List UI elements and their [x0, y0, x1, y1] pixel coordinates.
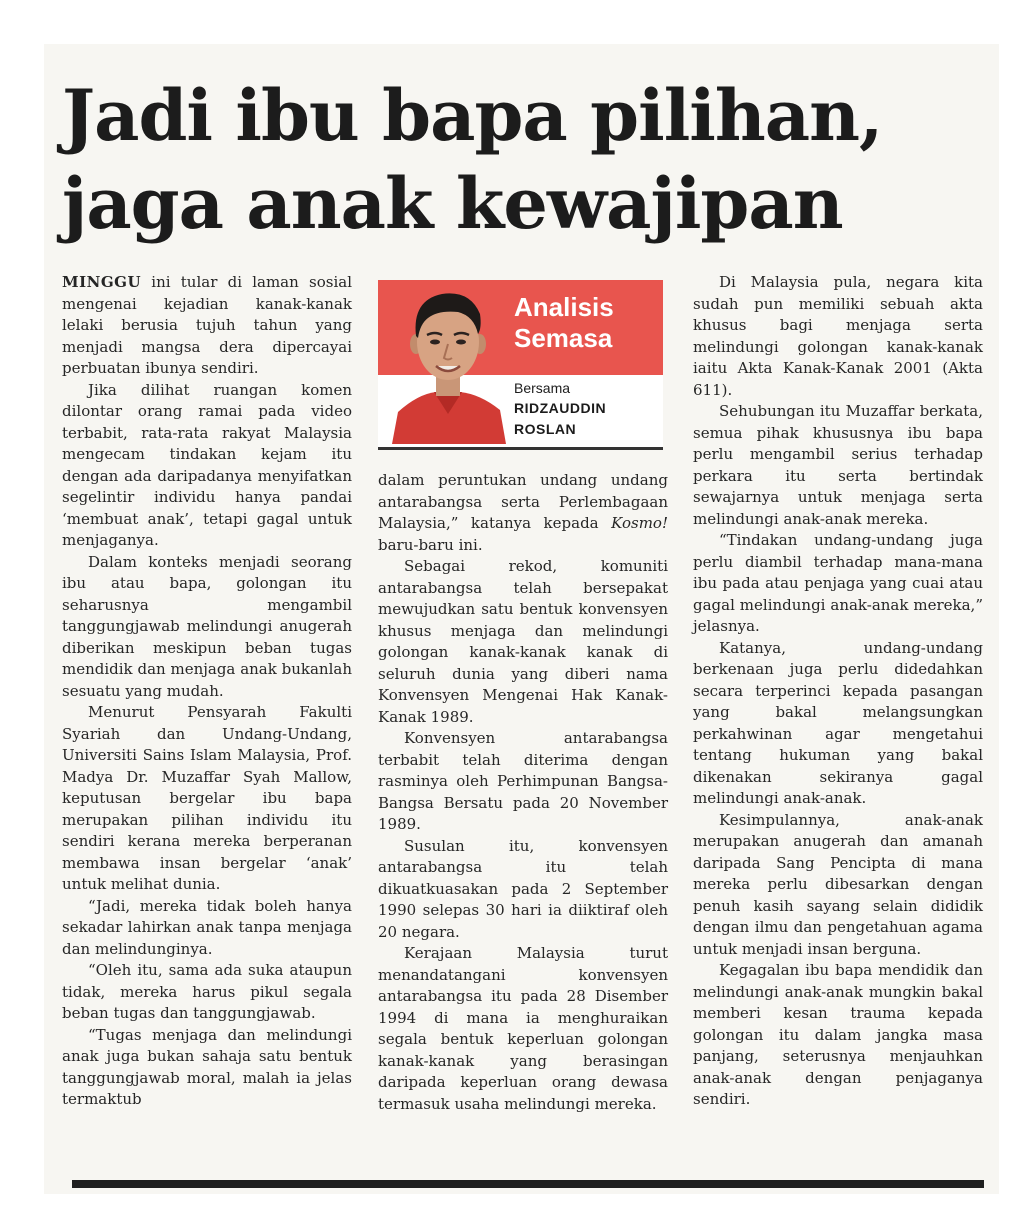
paragraph: “Tindakan undang-undang juga perlu diambil terhadap mana-mana ibu pada atau penjaga yang cuai atau gagal melindungi anak-anak mereka,” jelasnya.: [693, 531, 983, 635]
kicker-word: MINGGU: [62, 273, 142, 291]
paragraph: Kerajaan Malaysia turut menandatangani konvensyen antarabangsa itu pada 28 Disember 1994 di mana ia menghuraikan segala bentuk keperluan golongan kanak-kanak yang berasingan daripada keperluan orang dewasa termasuk usaha melindungi mereka.: [378, 944, 668, 1113]
article-column-2: [378, 470, 668, 1115]
paragraph: Dalam konteks menjadi seorang ibu atau bapa, golongan itu seharusnya mengambil tanggungjawab melindungi anugerah diberikan meskipun beban tugas mendidik dan menjaga anak bukanlah sesuatu yang mudah.: [62, 552, 352, 700]
paragraph: “Tugas menjaga dan melindungi anak juga bukan sahaja satu bentuk tanggungjawab moral, malah ia jelas termaktub: [62, 1025, 352, 1108]
paragraph: “Oleh itu, sama ada suka ataupun tidak, mereka harus pikul segala beban tugas dan tanggungjawab.: [62, 961, 352, 1022]
article-column-3: [693, 272, 983, 1111]
paragraph: Kesimpulannya, anak-anak merupakan anugerah dan amanah daripada Sang Pencipta di mana mereka perlu dibesarkan dengan penuh kasih sayang selain dididik dengan ilmu dan pengetahuan agama untuk menjadi insan berguna.: [693, 810, 983, 958]
author-first-name: RIDZAUDDIN: [514, 400, 607, 416]
paragraph: [378, 470, 668, 556]
paragraph: Jika dilihat ruangan komen dilontar orang ramai pada video terbabit, rata-rata rakyat Malaysia mengecam tindakan kejam itu dengan ada daripadanya menyifatkan segelintir individu hanya pandai ‘membuat anak’, tetapi gagal untuk menjaganya.: [62, 380, 352, 549]
paragraph: Susulan itu, konvensyen antarabangsa itu telah dikuatkuasakan pada 2 September 1990 selepas 30 hari ia diiktiraf oleh 20 negara.: [378, 836, 668, 941]
paragraph: Katanya, undang-undang berkenaan juga perlu didedahkan secara terperinci kepada pasangan yang bakal melangsungkan perkahwinan agar mengetahui tentang hukuman yang bakal dikenakan sekiranya gagal melindungi anak-anak.: [693, 638, 983, 807]
column-title: [514, 292, 614, 354]
bottom-rule-divider: [72, 1180, 984, 1188]
paragraph: Di Malaysia pula, negara kita sudah pun memiliki sebuah akta khusus bagi menjaga serta melindungi golongan kanak-kanak iaitu Akta Kanak-Kanak 2001 (Akta 611).: [693, 273, 983, 399]
paragraph: Menurut Pensyarah Fakulti Syariah dan Undang-Undang, Universiti Sains Islam Malaysia, Prof. Madya Dr. Muzaffar Syah Mallow, keputusan bergelar ibu bapa merupakan pilihan individu itu sendiri kerana mereka berperanan membawa insan bergelar ‘anak’ untuk melihat dunia.: [62, 703, 352, 893]
publication-name: Kosmo!: [611, 514, 668, 532]
headline-line-1: Jadi ibu bapa pilihan,: [62, 74, 883, 157]
headline: [62, 72, 992, 248]
author-last-name: ROSLAN: [514, 421, 577, 437]
column-title-line-1: Analisis: [514, 292, 614, 322]
paragraph-text: ini tular di laman sosial mengenai kejadian kanak-kanak lelaki berusia tujuh tahun yang menjadi mangsa dera dipercayai perbuatan ibunya sendiri.: [62, 273, 352, 377]
column-header-box: [378, 280, 663, 450]
column-title-line-2: Semasa: [514, 323, 613, 353]
headline-line-2: jaga anak kewajipan: [62, 162, 843, 245]
paragraph-text: dalam peruntukan undang undang antarabangsa serta Perlembagaan Malaysia,” katanya kepada: [378, 471, 668, 532]
article-column-1: [62, 272, 352, 1111]
paragraph: Sehubungan itu Muzaffar berkata, semua pihak khususnya ibu bapa perlu mengambil serius terhadap perkara itu serta bertindak sewajarnya untuk menjaga serta melindungi anak-anak mereka.: [693, 402, 983, 528]
paragraph: Kegagalan ibu bapa mendidik dan melindungi anak-anak mungkin bakal memberi kesan trauma kepada golongan itu dalam jangka masa panjang, seterusnya menjauhkan anak-anak dengan penjaganya sendiri.: [693, 961, 983, 1108]
paragraph: Sebagai rekod, komuniti antarabangsa telah bersepakat mewujudkan satu bentuk konvensyen khusus menjaga dan melindungi golongan kanak-kanak kanak di seluruh dunia yang diberi nama Konvensyen Mengenai Hak Kanak-Kanak 1989.: [378, 557, 668, 726]
paragraph: [62, 272, 352, 380]
paragraph-text: baru-baru ini.: [378, 535, 483, 554]
paragraph: “Jadi, mereka tidak boleh hanya sekadar lahirkan anak tanpa menjaga dan melindunginya.: [62, 896, 352, 958]
byline-with-label: Bersama: [514, 380, 571, 396]
paragraph: Konvensyen antarabangsa terbabit telah diterima dengan rasminya oleh Perhimpunan Bangsa-Bangsa Bersatu pada 20 November 1989.: [378, 729, 668, 833]
byline-author: [514, 398, 606, 440]
columnist-portrait-icon: [388, 280, 508, 444]
